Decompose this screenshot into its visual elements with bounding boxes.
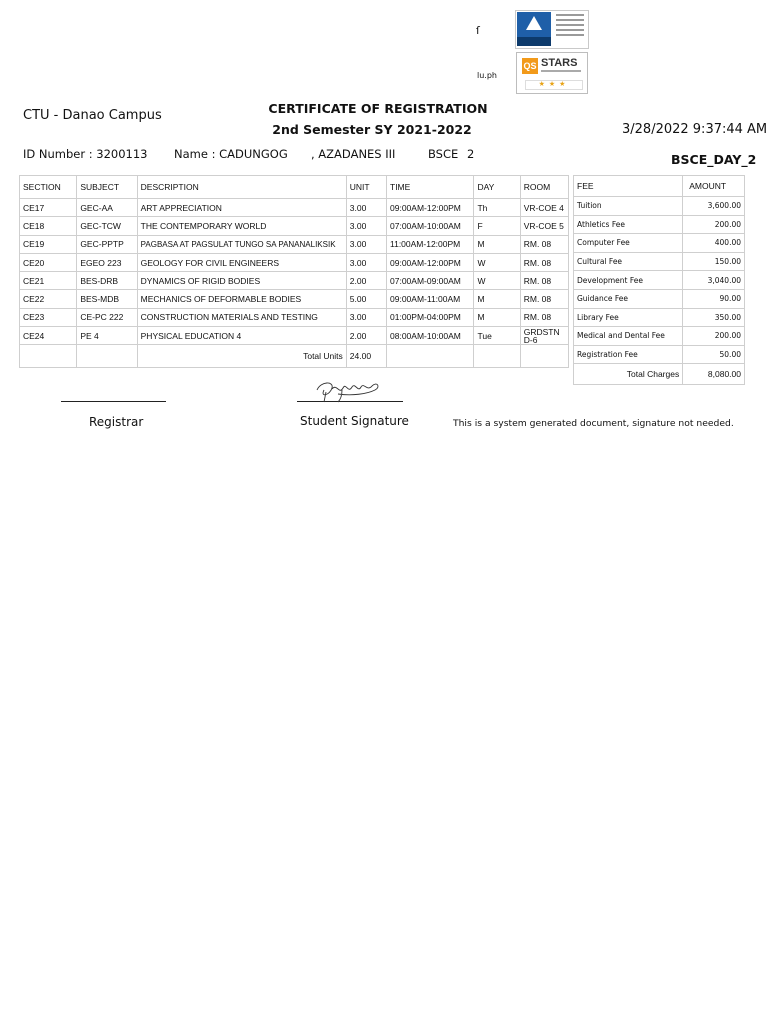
total-units-row bbox=[20, 345, 569, 368]
table-row bbox=[20, 235, 569, 253]
id-number: ID Number : 3200113 bbox=[23, 147, 148, 161]
total-charges-value: 8,080.00 bbox=[683, 364, 745, 385]
subjects-header-row bbox=[20, 176, 569, 199]
fee-name: Computer Fee bbox=[574, 234, 683, 253]
time-cell: 01:00PM-04:00PM bbox=[387, 308, 474, 326]
room-cell: RM. 08 bbox=[520, 308, 568, 326]
fee-row bbox=[574, 289, 745, 308]
room-cell: RM. 08 bbox=[520, 235, 568, 253]
section-cell: CE19 bbox=[20, 235, 77, 253]
table-row bbox=[20, 199, 569, 217]
time-cell: 09:00AM-11:00AM bbox=[387, 290, 474, 308]
star-rating-icon: ★★★ bbox=[525, 80, 583, 90]
fee-amount: 3,600.00 bbox=[683, 197, 745, 216]
unit-cell: 3.00 bbox=[346, 217, 386, 235]
fee-name: Medical and Dental Fee bbox=[574, 327, 683, 346]
time-cell: 11:00AM-12:00PM bbox=[387, 235, 474, 253]
description-cell: DYNAMICS OF RIGID BODIES bbox=[137, 272, 346, 290]
room-cell: RM. 08 bbox=[520, 253, 568, 271]
description-cell: MECHANICS OF DEFORMABLE BODIES bbox=[137, 290, 346, 308]
description-cell: THE CONTEMPORARY WORLD bbox=[137, 217, 346, 235]
fee-name: Development Fee bbox=[574, 271, 683, 290]
fee-row bbox=[574, 215, 745, 234]
subject-cell: BES-DRB bbox=[77, 272, 137, 290]
subject-cell: BES-MDB bbox=[77, 290, 137, 308]
column-header: AMOUNT bbox=[683, 176, 745, 197]
section-cell: CE24 bbox=[20, 327, 77, 345]
fee-amount: 400.00 bbox=[683, 234, 745, 253]
fee-name: Registration Fee bbox=[574, 345, 683, 364]
registrar-signature-line bbox=[61, 401, 166, 402]
qs-badge: QS bbox=[522, 58, 538, 74]
unit-cell: 3.00 bbox=[346, 199, 386, 217]
day-cell: Th bbox=[474, 199, 520, 217]
section-cell: CE18 bbox=[20, 217, 77, 235]
time-cell: 07:00AM-09:00AM bbox=[387, 272, 474, 290]
unit-cell: 3.00 bbox=[346, 308, 386, 326]
table-row bbox=[20, 217, 569, 235]
fees-header-row bbox=[574, 176, 745, 197]
fee-row bbox=[574, 345, 745, 364]
unit-cell: 2.00 bbox=[346, 272, 386, 290]
fees-table bbox=[573, 175, 745, 385]
time-cell: 09:00AM-12:00PM bbox=[387, 199, 474, 217]
fee-name: Guidance Fee bbox=[574, 289, 683, 308]
day-cell: Tue bbox=[474, 327, 520, 345]
description-cell: ART APPRECIATION bbox=[137, 199, 346, 217]
fee-row bbox=[574, 271, 745, 290]
qs-stars-logo bbox=[516, 52, 588, 94]
day-cell: M bbox=[474, 308, 520, 326]
fee-name: Athletics Fee bbox=[574, 215, 683, 234]
total-charges-label: Total Charges bbox=[574, 364, 683, 385]
section-cell: CE17 bbox=[20, 199, 77, 217]
subject-cell: GEC-TCW bbox=[77, 217, 137, 235]
fee-name: Cultural Fee bbox=[574, 252, 683, 271]
section-cell: CE22 bbox=[20, 290, 77, 308]
fee-name: Library Fee bbox=[574, 308, 683, 327]
registrar-label: Registrar bbox=[89, 415, 144, 429]
section-cell: CE21 bbox=[20, 272, 77, 290]
column-header: SUBJECT bbox=[77, 176, 137, 199]
fee-row bbox=[574, 308, 745, 327]
tuv-mark-icon bbox=[517, 12, 551, 46]
semester-label: 2nd Semester SY 2021-2022 bbox=[272, 122, 472, 137]
table-row bbox=[20, 253, 569, 271]
total-charges-row bbox=[574, 364, 745, 385]
fee-row bbox=[574, 197, 745, 216]
fee-amount: 200.00 bbox=[683, 215, 745, 234]
stars-word: STARS bbox=[541, 57, 578, 69]
description-cell: PAGBASA AT PAGSULAT TUNGO SA PANANALIKSIK bbox=[137, 235, 346, 253]
subject-cell: EGEO 223 bbox=[77, 253, 137, 271]
column-header: SECTION bbox=[20, 176, 77, 199]
tuv-certification-logo bbox=[515, 10, 589, 49]
day-cell: M bbox=[474, 290, 520, 308]
day-cell: F bbox=[474, 217, 520, 235]
table-row bbox=[20, 327, 569, 345]
tuv-certificate-text-icon bbox=[556, 14, 584, 39]
student-signature-label: Student Signature bbox=[300, 414, 409, 428]
header-mark: ſ bbox=[476, 24, 480, 37]
program-code: BSCE bbox=[428, 147, 459, 161]
time-cell: 07:00AM-10:00AM bbox=[387, 217, 474, 235]
day-cell: M bbox=[474, 235, 520, 253]
room-cell: RM. 08 bbox=[520, 272, 568, 290]
fee-row bbox=[574, 234, 745, 253]
subject-cell: GEC-PPTP bbox=[77, 235, 137, 253]
subject-cell: GEC-AA bbox=[77, 199, 137, 217]
column-header: TIME bbox=[387, 176, 474, 199]
subject-cell: PE 4 bbox=[77, 327, 137, 345]
room-cell: RM. 08 bbox=[520, 290, 568, 308]
year-level: 2 bbox=[467, 147, 475, 161]
student-signature-icon bbox=[312, 378, 384, 404]
description-cell: CONSTRUCTION MATERIALS AND TESTING bbox=[137, 308, 346, 326]
subject-cell: CE-PC 222 bbox=[77, 308, 137, 326]
subjects-table bbox=[19, 175, 569, 368]
fee-amount: 350.00 bbox=[683, 308, 745, 327]
fee-amount: 50.00 bbox=[683, 345, 745, 364]
column-header: ROOM bbox=[520, 176, 568, 199]
room-cell: VR-COE 4 bbox=[520, 199, 568, 217]
description-cell: PHYSICAL EDUCATION 4 bbox=[137, 327, 346, 345]
table-row bbox=[20, 290, 569, 308]
table-row bbox=[20, 272, 569, 290]
student-name-last: , AZADANES III bbox=[311, 147, 396, 161]
unit-cell: 3.00 bbox=[346, 235, 386, 253]
fee-name: Tuition bbox=[574, 197, 683, 216]
fee-amount: 90.00 bbox=[683, 289, 745, 308]
rating-system-line-icon bbox=[541, 70, 581, 72]
day-cell: W bbox=[474, 272, 520, 290]
page-title: CERTIFICATE OF REGISTRATION bbox=[268, 101, 488, 116]
url-fragment: lu.ph bbox=[477, 71, 497, 80]
column-header: DAY bbox=[474, 176, 520, 199]
total-units-label: Total Units bbox=[137, 345, 346, 368]
table-row bbox=[20, 308, 569, 326]
system-generated-note: This is a system generated document, signature not needed. bbox=[453, 418, 734, 429]
fee-amount: 200.00 bbox=[683, 327, 745, 346]
unit-cell: 3.00 bbox=[346, 253, 386, 271]
column-header: UNIT bbox=[346, 176, 386, 199]
day-cell: W bbox=[474, 253, 520, 271]
student-name-first: Name : CADUNGOG bbox=[174, 147, 288, 161]
fee-row bbox=[574, 252, 745, 271]
unit-cell: 5.00 bbox=[346, 290, 386, 308]
section-cell: CE23 bbox=[20, 308, 77, 326]
column-header: FEE bbox=[574, 176, 683, 197]
time-cell: 09:00AM-12:00PM bbox=[387, 253, 474, 271]
description-cell: GEOLOGY FOR CIVIL ENGINEERS bbox=[137, 253, 346, 271]
section-cell: CE20 bbox=[20, 253, 77, 271]
room-cell: GRDSTND-6 bbox=[520, 327, 568, 345]
time-cell: 08:00AM-10:00AM bbox=[387, 327, 474, 345]
print-datetime: 3/28/2022 9:37:44 AM bbox=[622, 122, 768, 137]
campus-name: CTU - Danao Campus bbox=[23, 108, 162, 123]
room-cell: VR-COE 5 bbox=[520, 217, 568, 235]
column-header: DESCRIPTION bbox=[137, 176, 346, 199]
fee-amount: 150.00 bbox=[683, 252, 745, 271]
unit-cell: 2.00 bbox=[346, 327, 386, 345]
fee-row bbox=[574, 327, 745, 346]
fee-amount: 3,040.00 bbox=[683, 271, 745, 290]
section-code: BSCE_DAY_2 bbox=[671, 152, 757, 167]
total-units-value: 24.00 bbox=[346, 345, 386, 368]
